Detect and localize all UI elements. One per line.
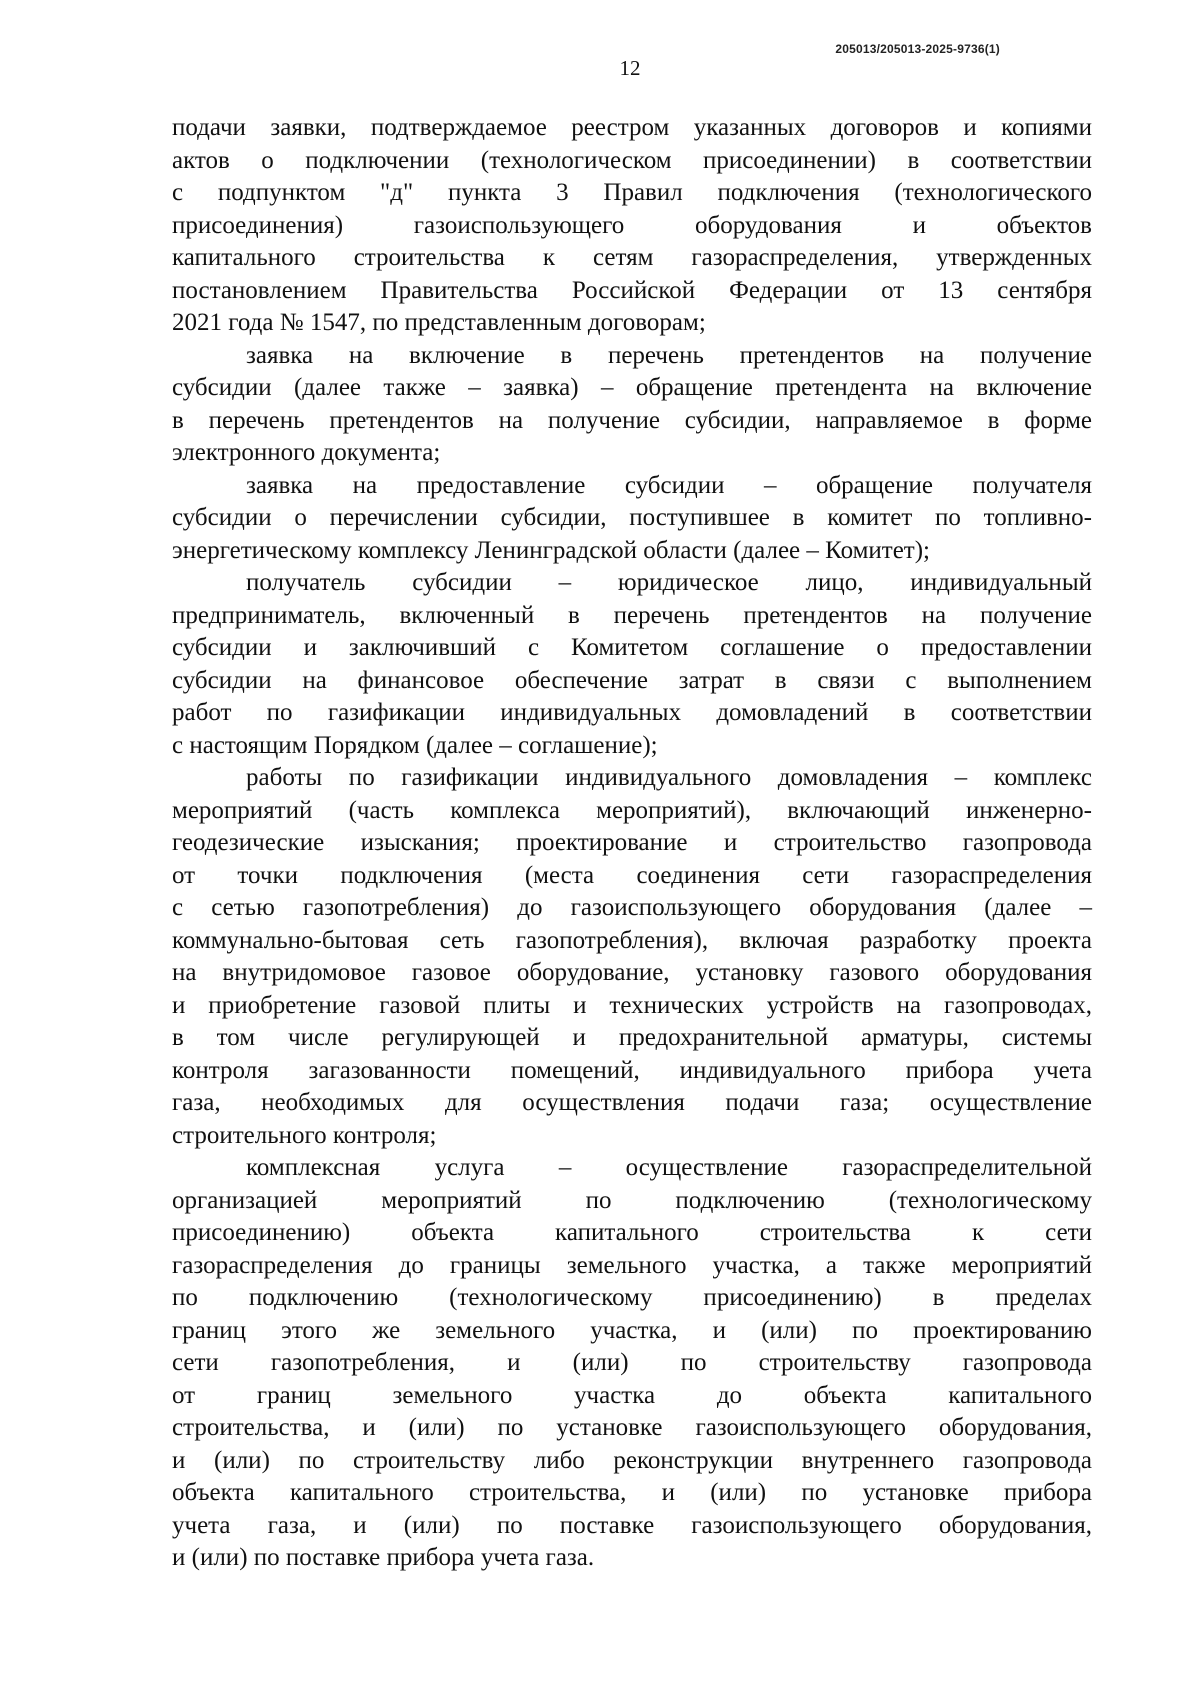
paragraph-inclusion-application [172, 340, 1092, 470]
paragraph-subsidy-recipient [172, 567, 1092, 762]
text-line: контроля загазованности помещений, индивидуального прибора учета [172, 1056, 1092, 1084]
text-line: работы по газификации индивидуального домовладения – комплекс [246, 764, 1092, 791]
paragraph-subsidy-application [172, 470, 1092, 568]
text-line: строительства, и (или) по установке газоиспользующего оборудования, [172, 1414, 1092, 1441]
text-line: строительного контроля; [172, 1121, 437, 1149]
text-line: по подключению (технологическому присоединению) в пределах [172, 1284, 1092, 1311]
text-line: газа, необходимых для осуществления подачи газа; осуществление [172, 1089, 1092, 1116]
text-line: заявка на включение в перечень претендентов на получение [246, 341, 1092, 369]
text-line: работ по газификации индивидуальных домовладений в соответствии [172, 699, 1092, 726]
document-id: 205013/205013-2025-9736(1) [835, 42, 1000, 56]
text-line: актов о подключении (технологическом присоединении) в соответствии [172, 146, 1092, 174]
text-line: и приобретение газовой плиты и технических устройств на газопроводах, [172, 991, 1092, 1019]
text-line: присоединению) объекта капитального строительства к сети [172, 1219, 1092, 1246]
text-line: от точки подключения (места соединения сети газораспределения [172, 861, 1092, 889]
text-line: на внутридомовое газовое оборудование, установку газового оборудования [172, 959, 1092, 986]
text-line: энергетическому комплексу Ленинградской области (далее – Комитет); [172, 536, 931, 564]
paragraph-application-submission [172, 112, 1092, 340]
text-line: электронного документа; [172, 439, 441, 466]
page-number: 12 [619, 56, 641, 80]
document-body [172, 112, 1092, 1575]
text-line: от границ земельного участка до объекта капитального [172, 1381, 1092, 1409]
text-line: и (или) по строительству либо реконструкции внутреннего газопровода [172, 1446, 1092, 1474]
text-line: в перечень претендентов на получение субсидии, направляемое в форме [172, 406, 1092, 434]
text-line: капитального строительства к сетям газораспределения, утвержденных [172, 244, 1092, 271]
text-line: с подпунктом "д" пункта 3 Правил подключения (технологического [172, 179, 1092, 206]
text-line: предприниматель, включенный в перечень претендентов на получение [172, 601, 1092, 629]
text-line: объекта капитального строительства, и (или) по установке прибора [172, 1479, 1092, 1506]
text-line: учета газа, и (или) по поставке газоиспользующего оборудования, [172, 1511, 1092, 1539]
paragraph-gasification-works [172, 762, 1092, 1152]
text-line: 2021 года № 1547, по представленным договорам; [172, 309, 706, 336]
text-line: присоединения) газоиспользующего оборудования и объектов [172, 211, 1092, 239]
text-line: субсидии и заключивший с Комитетом соглашение о предоставлении [172, 634, 1092, 661]
text-line: границ этого же земельного участка, и (или) по проектированию [172, 1316, 1092, 1344]
text-line: подачи заявки, подтверждаемое реестром указанных договоров и копиями [172, 114, 1092, 141]
text-line: субсидии на финансовое обеспечение затрат в связи с выполнением [172, 666, 1092, 694]
text-line: организацией мероприятий по подключению (технологическому [172, 1186, 1092, 1214]
paragraph-complex-service [172, 1152, 1092, 1575]
text-line: в том числе регулирующей и предохранительной арматуры, системы [172, 1024, 1092, 1051]
text-line: мероприятий (часть комплекса мероприятий), включающий инженерно- [172, 796, 1092, 824]
text-line: и (или) по поставке прибора учета газа. [172, 1544, 595, 1571]
text-line: с сетью газопотребления) до газоиспользующего оборудования (далее – [172, 894, 1092, 921]
text-line: сети газопотребления, и (или) по строительству газопровода [172, 1349, 1092, 1376]
text-line: субсидии (далее также – заявка) – обращение претендента на включение [172, 374, 1092, 401]
text-line: геодезические изыскания; проектирование и строительство газопровода [172, 829, 1092, 856]
text-line: заявка на предоставление субсидии – обращение получателя [246, 471, 1092, 499]
text-line: комплексная услуга – осуществление газораспределительной [246, 1154, 1092, 1181]
text-line: субсидии о перечислении субсидии, поступившее в комитет по топливно- [172, 504, 1092, 531]
text-line: получатель субсидии – юридическое лицо, индивидуальный [246, 569, 1092, 596]
text-line: постановлением Правительства Российской Федерации от 13 сентября [172, 276, 1092, 304]
text-line: с настоящим Порядком (далее – соглашение); [172, 731, 658, 759]
text-line: коммунально-бытовая сеть газопотребления), включая разработку проекта [172, 926, 1092, 954]
text-line: газораспределения до границы земельного участка, а также мероприятий [172, 1251, 1092, 1279]
